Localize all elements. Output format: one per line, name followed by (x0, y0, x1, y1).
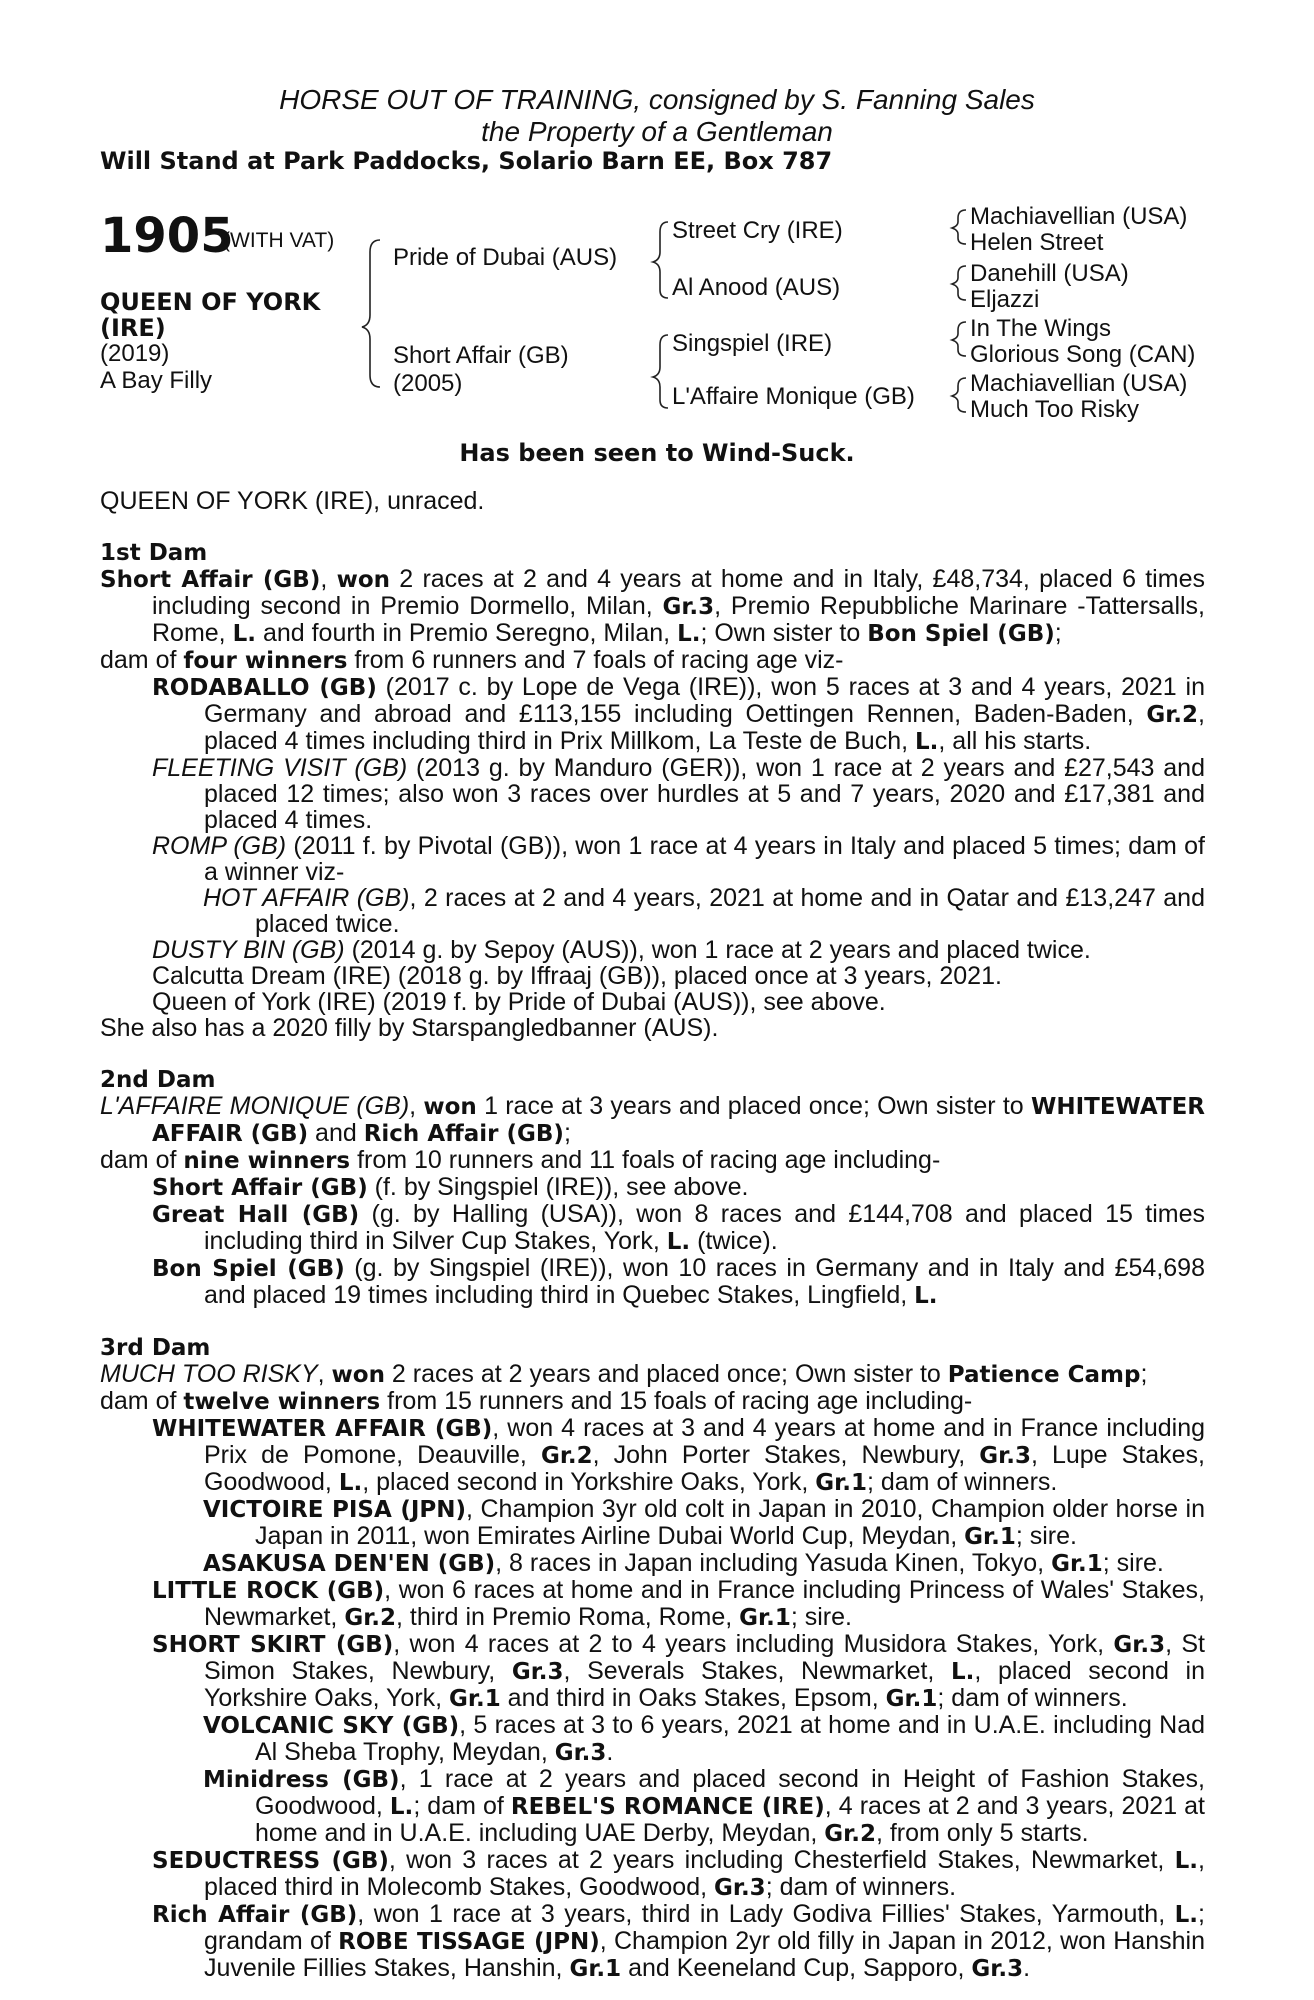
produce-great-hall: Great Hall (GB) (g. by Halling (USA)), won 8 races and £144,708 and placed 15 times including third in Silver Cup Stakes, York, L. (twice). (152, 1200, 1205, 1255)
pedigree-dss: In The Wings (970, 315, 1111, 342)
section-heading-2nd-dam: 2nd Dam (100, 1067, 216, 1093)
produce-seductress: SEDUCTRESS (GB), won 3 races at 2 years including Chesterfield Stakes, Newmarket, L., placed third in Molecomb Stakes, Goodwood, Gr.3; dam of winners. (152, 1846, 1205, 1901)
produce-dusty-bin: DUSTY BIN (GB) (2014 g. by Sepoy (AUS)), won 1 race at 2 years and placed twice. (152, 936, 1091, 964)
produce-hot-affair: HOT AFFAIR (GB), 2 races at 2 and 4 years, 2021 at home and in Qatar and £13,247 and placed twice. (203, 884, 1205, 938)
produce-queen-of-york: Queen of York (IRE) (2019 f. by Pride of Dubai (AUS)), see above. (152, 988, 886, 1016)
produce-fleeting-visit: FLEETING VISIT (GB) (2013 g. by Manduro (GER)), won 1 race at 2 years and £27,543 and placed 12 times; also won 3 races over hurdles at 5 and 7 years, 2020 and £17,381 and placed 4 times. (152, 754, 1205, 834)
pedigree-sire-sire: Street Cry (IRE) (672, 217, 843, 244)
produce-calcutta-dream: Calcutta Dream (IRE) (2018 g. by Iffraaj (GB)), placed once at 3 years, 2021. (152, 962, 1002, 990)
produce-rodaballo: RODABALLO (GB) (2017 c. by Lope de Vega (IRE)), won 5 races at 3 and 4 years, 2021 in Germany and abroad and £113,155 including Oettingen Rennen, Baden-Baden, Gr.2, placed 4 times including third in Prix Millkom, La Teste de Buch, L., all his starts. (152, 673, 1205, 755)
produce-asakusa-denen: ASAKUSA DEN'EN (GB), 8 races in Japan including Yasuda Kinen, Tokyo, Gr.1; sire. (203, 1549, 1164, 1577)
produce-volcanic-sky: VOLCANIC SKY (GB), 5 races at 3 to 6 years, 2021 at home and in U.A.E. including Nad Al Sheba Trophy, Meydan, Gr.3. (203, 1711, 1205, 1766)
dam1-paragraph: Short Affair (GB), won 2 races at 2 and 4 years at home and in Italy, £48,734, placed 6 times including second in Premio Dormello, Milan, Gr.3, Premio Repubbliche Marinare -Tattersalls, Rome, L. and fourth in Premio Seregno, Milan, L.; Own sister to Bon Spiel (GB); (100, 565, 1205, 647)
dam2-paragraph: L'AFFAIRE MONIQUE (GB), won 1 race at 3 years and placed once; Own sister to WHITEWATER AFFAIR (GB) and Rich Affair (GB); (100, 1092, 1205, 1147)
produce-short-affair: Short Affair (GB) (f. by Singspiel (IRE)), see above. (152, 1173, 749, 1201)
dam1-produce-intro: dam of four winners from 6 runners and 7 foals of racing age viz- (100, 646, 844, 674)
pedigree-sire: Pride of Dubai (AUS) (393, 244, 618, 271)
pedigree-dam-year: (2005) (393, 370, 463, 397)
section-heading-3rd-dam: 3rd Dam (100, 1335, 211, 1361)
produce-romp: ROMP (GB) (2011 f. by Pivotal (GB)), won 1 race at 4 years in Italy and placed 5 times; dam of a winner viz- (152, 832, 1206, 886)
pedigree-dam: Short Affair (GB) (393, 342, 569, 369)
pedigree-sss: Machiavellian (USA) (970, 203, 1188, 230)
dam3-produce-intro: dam of twelve winners from 15 runners and 15 foals of racing age including- (100, 1387, 973, 1415)
lot-vat: (WITH VAT) (223, 229, 335, 252)
intro-line: QUEEN OF YORK (IRE), unraced. (100, 487, 485, 515)
produce-rich-affair: Rich Affair (GB), won 1 race at 3 years, third in Lady Godiva Fillies' Stakes, Yarmouth, L.; grandam of ROBE TISSAGE (JPN), Champion 2yr old filly in Japan in 2012, won Hanshin Juvenile Fillies Stakes, Hanshin, Gr.1 and Keeneland Cup, Sapporo, Gr.3. (152, 1900, 1205, 1982)
lot-number: 1905 (100, 208, 234, 264)
horse-year: (2019) (100, 340, 170, 367)
produce-short-skirt: SHORT SKIRT (GB), won 4 races at 2 to 4 years including Musidora Stakes, York, Gr.3, St Simon Stakes, Newbury, Gr.3, Severals Stakes, Newmarket, L., placed second in Yorkshire Oaks, York, Gr.1 and third in Oaks Stakes, Epsom, Gr.1; dam of winners. (152, 1630, 1205, 1712)
header-line-2: the Property of a Gentleman (481, 116, 833, 147)
pedigree-sds: Danehill (USA) (970, 260, 1129, 287)
produce-victoire-pisa: VICTOIRE PISA (JPN), Champion 3yr old colt in Japan in 2010, Champion older horse in Japan in 2011, won Emirates Airline Dubai World Cup, Meydan, Gr.1; sire. (203, 1495, 1205, 1550)
pedigree-dds: Machiavellian (USA) (970, 370, 1188, 397)
horse-name: QUEEN OF YORK (100, 288, 321, 316)
pedigree-sire-dam: Al Anood (AUS) (672, 274, 841, 301)
produce-2020-filly: She also has a 2020 filly by Starspangledbanner (AUS). (100, 1014, 719, 1042)
produce-bon-spiel: Bon Spiel (GB) (g. by Singspiel (IRE)), won 10 races in Germany and in Italy and £54,698 and placed 19 times including third in Quebec Stakes, Lingfield, L. (152, 1254, 1205, 1309)
horse-desc: A Bay Filly (100, 367, 213, 394)
catalogue-body (100, 488, 1205, 1982)
header-line-3: Will Stand at Park Paddocks, Solario Barn EE, Box 787 (100, 147, 833, 175)
produce-whitewater-affair: WHITEWATER AFFAIR (GB), won 4 races at 3 and 4 years at home and in France including Prix de Pomone, Deauville, Gr.2, John Porter Stakes, Newbury, Gr.3, Lupe Stakes, Goodwood, L., placed second in Yorkshire Oaks, York, Gr.1; dam of winners. (152, 1414, 1206, 1496)
dam2-produce-intro: dam of nine winners from 10 runners and 11 foals of racing age including- (100, 1146, 941, 1174)
pedigree-ddd: Much Too Risky (970, 396, 1139, 423)
pedigree-ssd: Helen Street (970, 229, 1104, 256)
pedigree-sdd: Eljazzi (970, 286, 1040, 313)
produce-minidress: Minidress (GB), 1 race at 2 years and placed second in Height of Fashion Stakes, Goodwood, L.; dam of REBEL'S ROMANCE (IRE), 4 races at 2 and 3 years, 2021 at home and in U.A.E. including UAE Derby, Meydan, Gr.2, from only 5 starts. (203, 1765, 1205, 1847)
pedigree-dam-sire: Singspiel (IRE) (672, 330, 833, 357)
horse-suffix: (IRE) (100, 314, 166, 342)
pedigree-dam-dam: L'Affaire Monique (GB) (672, 383, 915, 410)
section-heading-1st-dam: 1st Dam (100, 540, 208, 566)
dam3-paragraph: MUCH TOO RISKY, won 2 races at 2 years and placed once; Own sister to Patience Camp; (100, 1360, 1148, 1388)
pedigree-dsd: Glorious Song (CAN) (970, 341, 1196, 368)
produce-little-rock: LITTLE ROCK (GB), won 6 races at home and in France including Princess of Wales' Stakes, Newmarket, Gr.2, third in Premio Roma, Rome, Gr.1; sire. (152, 1576, 1205, 1631)
header-line-1: HORSE OUT OF TRAINING, consigned by S. Fanning Sales (279, 84, 1035, 115)
wind-suck-note: Has been seen to Wind-Suck. (459, 439, 855, 467)
